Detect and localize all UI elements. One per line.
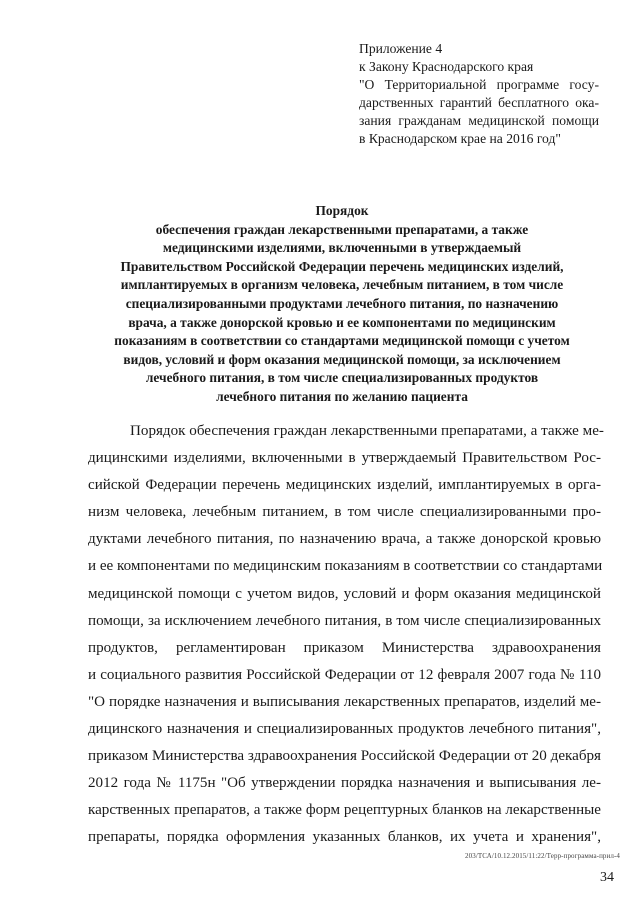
- body-line: сийской Федерации перечень медицинских изделий, имплантируемых в орга-: [88, 477, 601, 494]
- body-line: и социального развития Российской Федерации от 12 февраля 2007 года № 110: [88, 666, 601, 683]
- body-line: дицинского назначения и специализированных продуктов лечебного питания",: [88, 721, 601, 738]
- title-line: лечебного питания, в том числе специализированных продуктов: [145, 370, 539, 386]
- title-line: Порядок: [315, 203, 369, 218]
- body-line: 2012 года № 1175н "Об утверждении порядка назначения и выписывания ле-: [88, 775, 601, 792]
- body-line: низм человека, лечебным питанием, в том числе специализированными про-: [88, 504, 601, 521]
- file-reference: 203/ТСА/10.12.2015/11:22/Терр-программа-прил-4: [465, 852, 620, 860]
- title-line: обеспечения граждан лекарственными препаратами, а также: [155, 221, 529, 237]
- appendix-line: зания гражданам медицинской помощи: [359, 113, 599, 128]
- title-line: имплантируемых в организм человека, лечебным питанием, в том числе: [120, 277, 564, 293]
- title-line: врача, а также донорской кровью и ее компонентами по медицинским: [128, 314, 556, 330]
- body-line: приказом Министерства здравоохранения Российской Федерации от 20 декабря: [88, 748, 601, 765]
- appendix-line: в Краснодарском крае на 2016 год": [359, 131, 561, 146]
- appendix-line: Приложение 4: [359, 41, 443, 56]
- title-line: видов, условий и форм оказания медицинской помощи, за исключением: [123, 351, 561, 367]
- title-line: специализированными продуктами лечебного питания, по назначению: [125, 295, 559, 311]
- body-line: дицинскими изделиями, включенными в утверждаемый Правительством Рос-: [88, 450, 601, 467]
- appendix-line: дарственных гарантий бесплатного ока-: [359, 95, 599, 110]
- body-line: медицинской помощи с учетом видов, условий и форм оказания медицинской: [88, 585, 601, 602]
- title-line: показаниям в соответствии со стандартами медицинской помощи с учетом: [114, 333, 570, 349]
- body-line: карственных препаратов, а также форм рецептурных бланков на лекарственные: [88, 802, 601, 819]
- title-line: медицинскими изделиями, включенными в утверждаемый: [162, 240, 522, 256]
- body-line: помощи, за исключением лечебного питания, в том числе специализированных: [88, 612, 601, 629]
- appendix-header: [359, 40, 599, 148]
- page-number: 34: [600, 870, 614, 885]
- body-line: дуктами лечебного питания, по назначению врача, а также донорской кровью: [88, 531, 601, 548]
- body-line: и ее компонентами по медицинским показаниям в соответствии со стандартами: [88, 558, 603, 575]
- title-line: Правительством Российской Федерации перечень медицинских изделий,: [120, 258, 564, 274]
- body-line: Порядок обеспечения граждан лекарственными препаратами, а также ме-: [130, 423, 604, 439]
- appendix-line: "О Территориальной программе госу-: [359, 77, 599, 92]
- body-line: "О порядке назначения и выписывания лекарственных препаратов, изделий ме-: [88, 693, 601, 710]
- body-line: продуктов, регламентирован приказом Министерства здравоохранения: [88, 639, 601, 656]
- body-paragraph: [88, 418, 604, 852]
- title-line: лечебного питания по желанию пациента: [216, 388, 468, 404]
- appendix-line: к Закону Краснодарского края: [359, 59, 534, 74]
- document-title: [88, 202, 596, 407]
- body-line: препараты, порядка оформления указанных бланков, их учета и хранения",: [88, 829, 601, 846]
